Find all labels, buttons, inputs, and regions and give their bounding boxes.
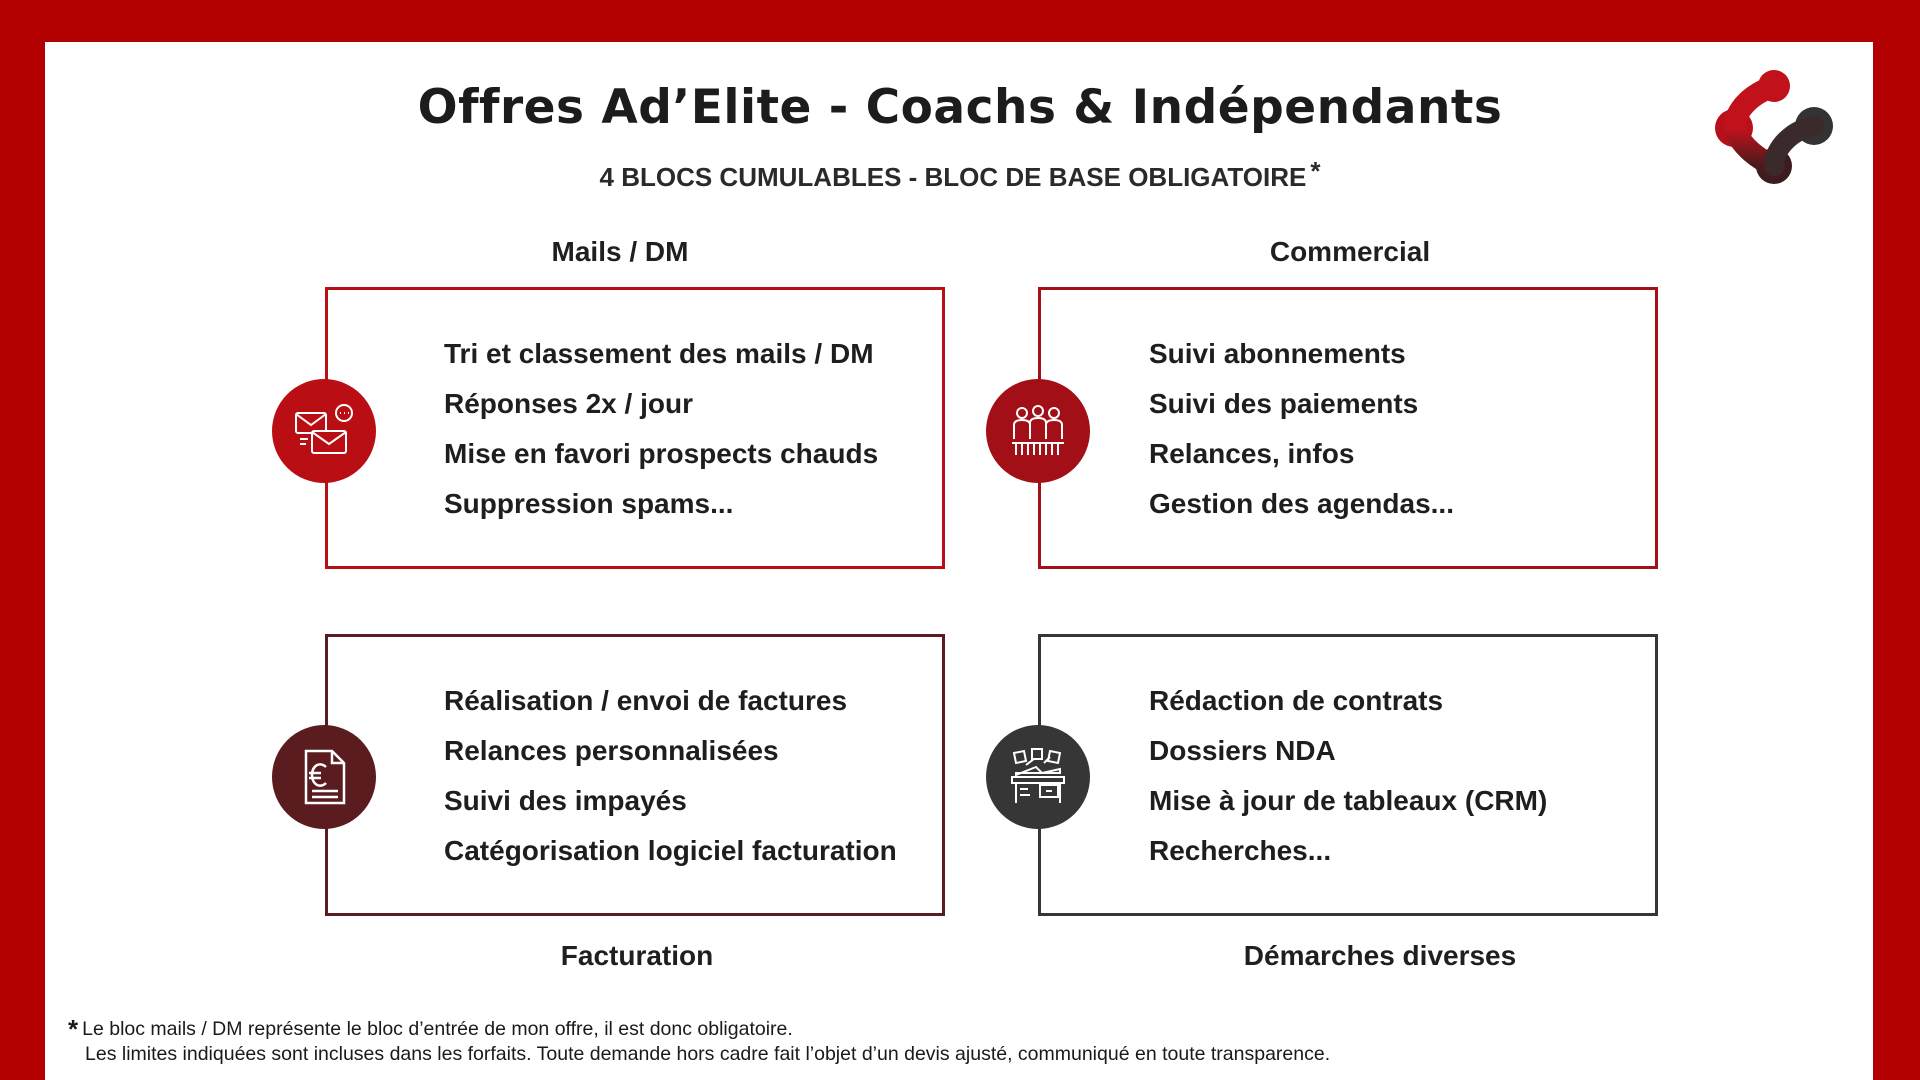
subtitle-text: 4 BLOCS CUMULABLES - BLOC DE BASE OBLIGATOIRE [599, 162, 1307, 192]
list-item: Suivi des impayés [444, 785, 687, 816]
block-mails [325, 287, 945, 569]
footnote-line-2: Les limites indiquées sont incluses dans les forfaits. Toute demande hors cadre fait l’objet d’un devis ajusté, communiqué en toute transparence. [85, 1043, 1331, 1065]
block-label-facturation: Facturation [560, 940, 714, 971]
block-label-mails: Mails / DM [551, 236, 689, 267]
block-mails-list [444, 336, 878, 536]
list-item: Suivi des paiements [1149, 388, 1419, 419]
list-item: Mise à jour de tableaux (CRM) [1149, 785, 1548, 816]
list-item: Suppression spams... [444, 488, 734, 519]
footnote [68, 1014, 1330, 1067]
brand-logo-icon [1712, 68, 1838, 188]
list-item: Tri et classement des mails / DM [444, 338, 874, 369]
block-facturation-list [444, 683, 897, 883]
footnote-text-1: Le bloc mails / DM représente le bloc d’entrée de mon offre, il est donc obligatoire. [82, 1018, 793, 1040]
list-item: Gestion des agendas... [1149, 488, 1454, 519]
page-subtitle [0, 156, 1920, 193]
list-item: Relances personnalisées [444, 735, 779, 766]
list-item: Recherches... [1149, 835, 1332, 866]
block-demarches [1038, 634, 1658, 916]
list-item: Mise en favori prospects chauds [444, 438, 879, 469]
block-label-commercial: Commercial [1269, 236, 1431, 267]
block-commercial [1038, 287, 1658, 569]
block-demarches-list [1149, 683, 1547, 883]
list-item: Relances, infos [1149, 438, 1355, 469]
list-item: Dossiers NDA [1149, 735, 1336, 766]
block-label-demarches: Démarches diverses [1243, 940, 1517, 971]
mail-icon [272, 379, 376, 483]
block-commercial-list [1149, 336, 1454, 536]
footnote-asterisk: * [68, 1014, 79, 1044]
desk-papers-icon [986, 725, 1090, 829]
subtitle-asterisk: * [1310, 156, 1321, 186]
list-item: Suivi abonnements [1149, 338, 1406, 369]
block-facturation [325, 634, 945, 916]
invoice-euro-icon [272, 725, 376, 829]
list-item: Réalisation / envoi de factures [444, 685, 848, 716]
team-icon [986, 379, 1090, 483]
list-item: Réponses 2x / jour [444, 388, 693, 419]
page-title: Offres Ad’Elite - Coachs & Indépendants [417, 80, 1503, 135]
footnote-line-1 [68, 1014, 1330, 1042]
list-item: Catégorisation logiciel facturation [444, 835, 897, 866]
list-item: Rédaction de contrats [1149, 685, 1444, 716]
